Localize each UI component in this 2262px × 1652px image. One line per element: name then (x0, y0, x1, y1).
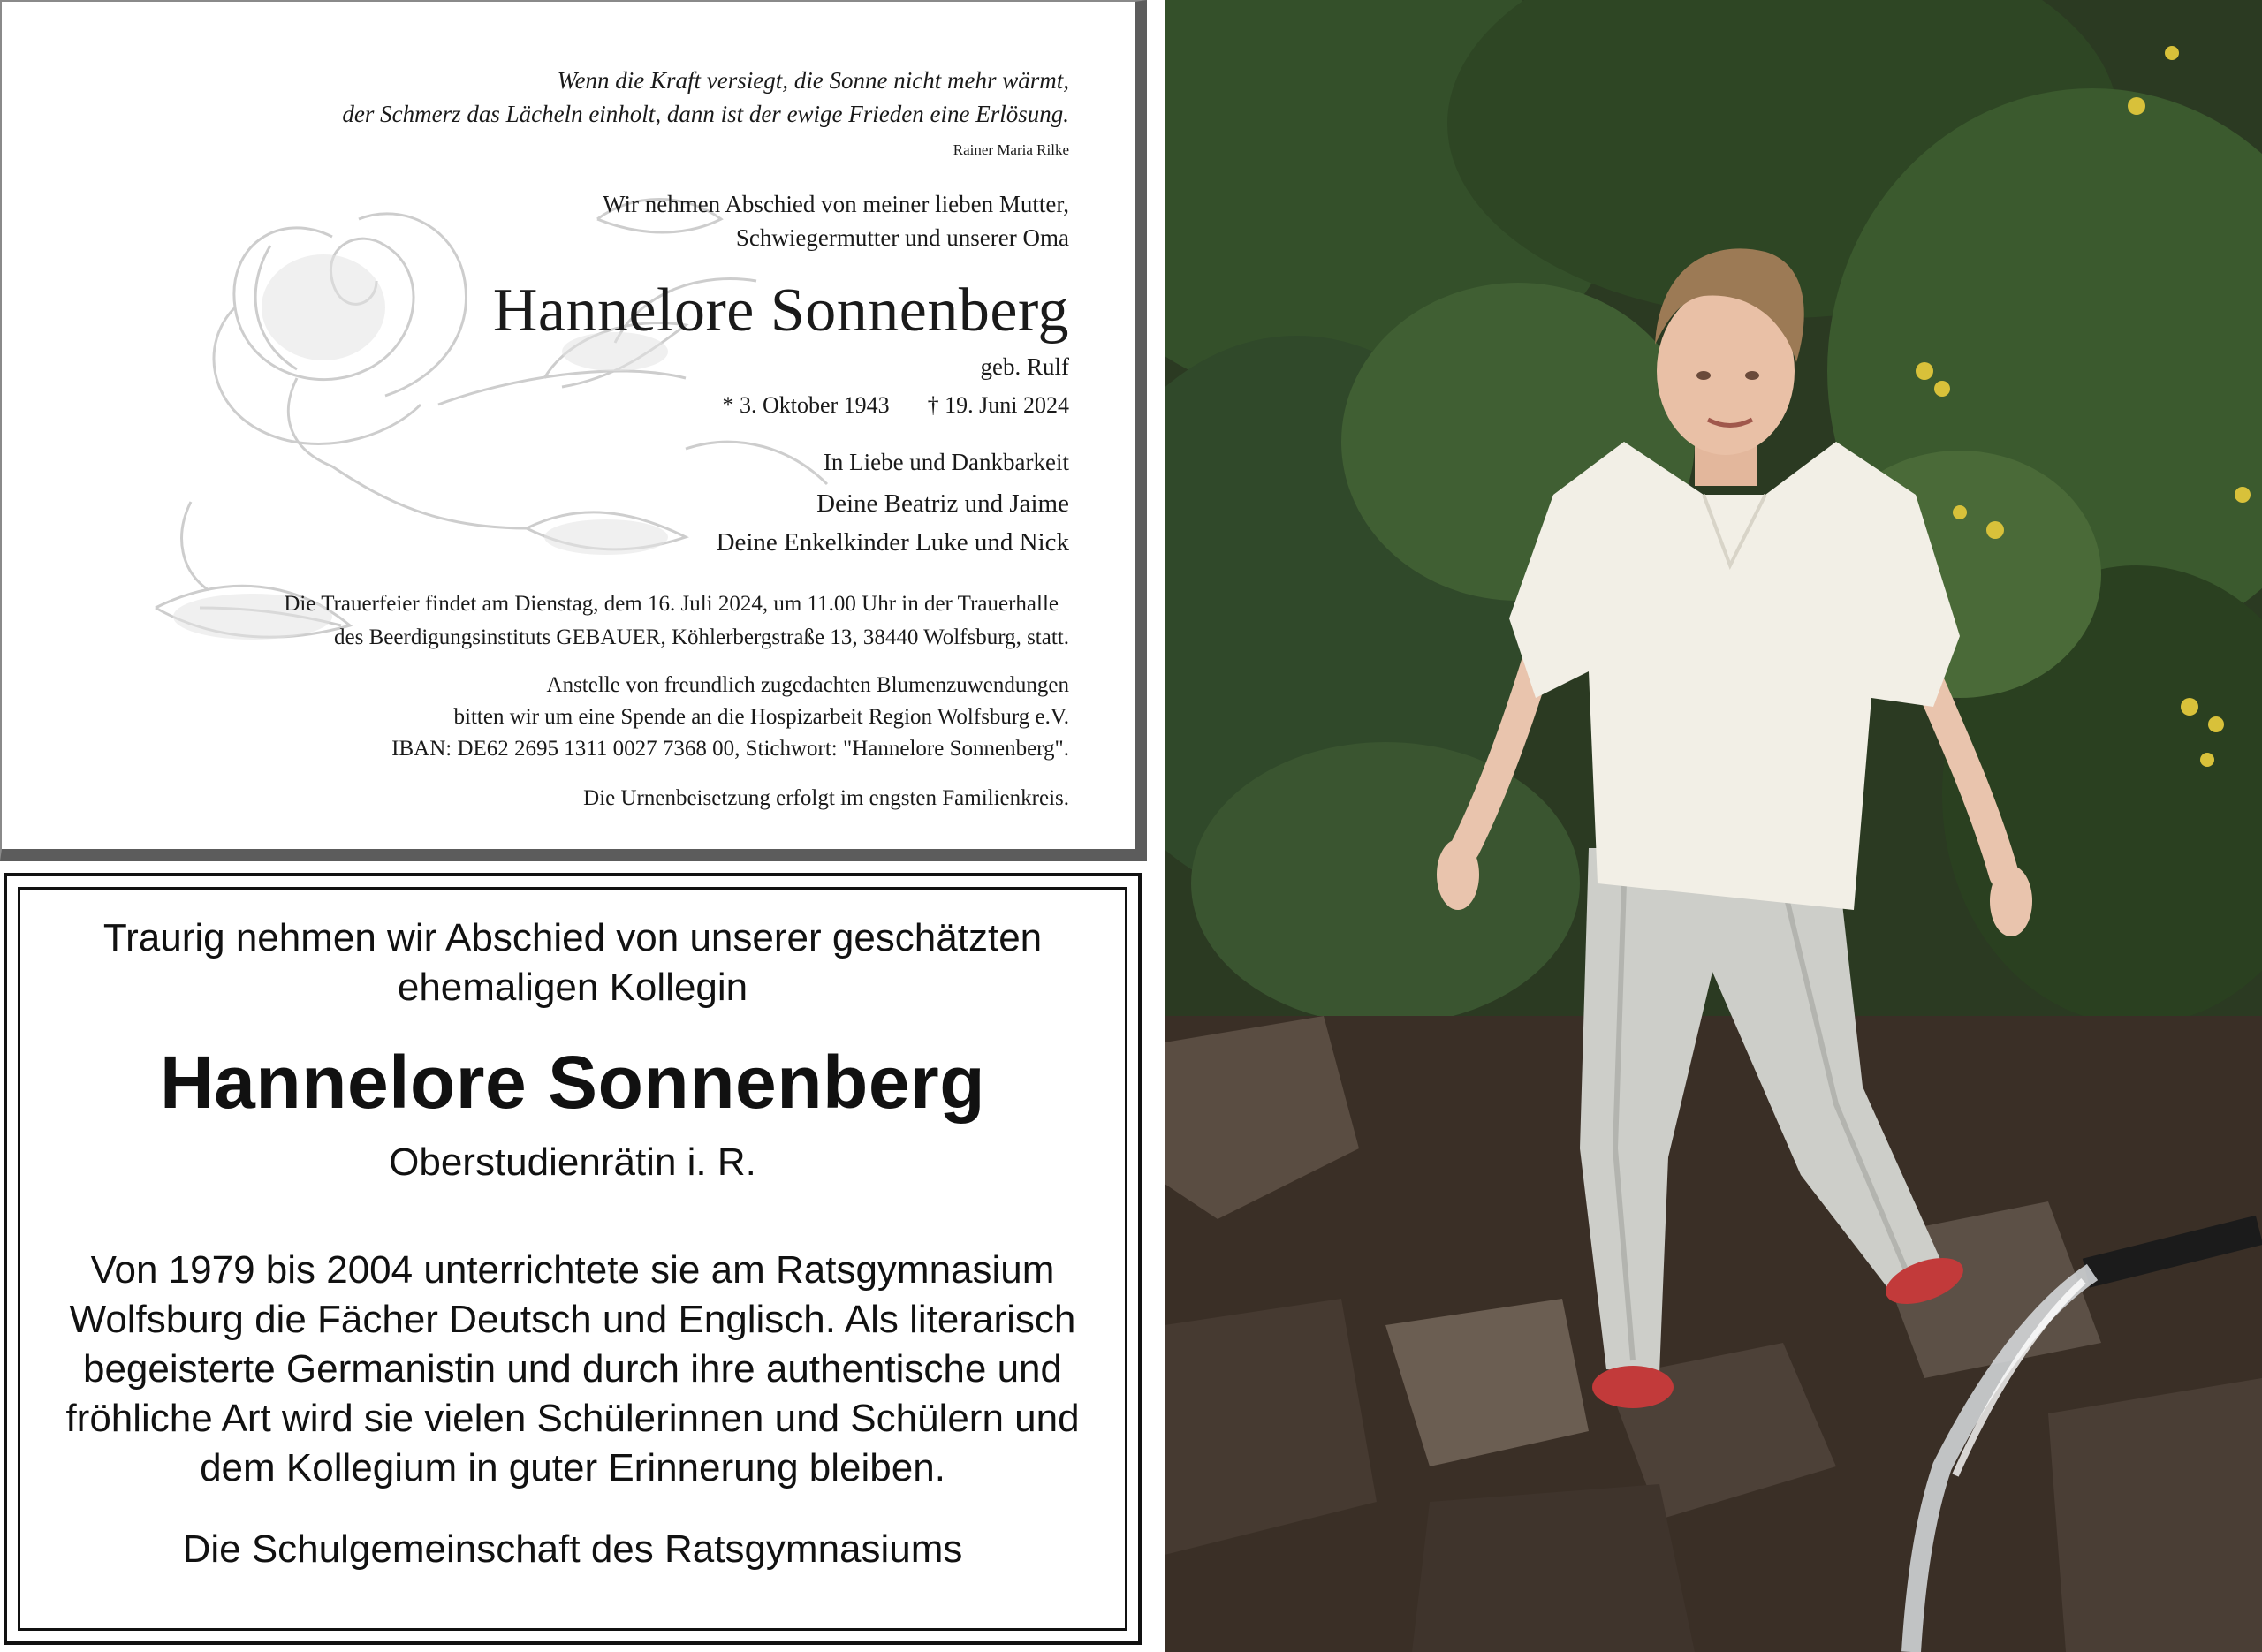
portrait-photo (1165, 0, 2262, 1652)
school-body-line-3: begeisterte Germanistin und durch ihre authentische und (82, 1347, 1062, 1391)
school-intro-line-2: ehemaligen Kollegin (397, 966, 748, 1009)
notice-inner-frame (18, 887, 1127, 1631)
school-obituary-notice (4, 873, 1142, 1645)
deceased-name: Hannelore Sonnenberg (492, 277, 1069, 345)
donation-line-3: IBAN: DE62 2695 1311 0027 7368 00, Stichwort: "Hannelore Sonnenberg". (391, 737, 1069, 761)
funeral-line-2: des Beerdigungsinstituts GEBAUER, Köhlerbergstraße 13, 38440 Wolfsburg, statt. (334, 625, 1069, 649)
school-signature: Die Schulgemeinschaft des Ratsgymnasiums (182, 1527, 963, 1571)
burial-line: Die Urnenbeisetzung erfolgt im engsten Familienkreis. (583, 786, 1069, 810)
school-intro-line-1: Traurig nehmen wir Abschied von unserer geschätzten (102, 916, 1043, 959)
quote-line-2: der Schmerz das Lächeln einholt, dann ist der ewige Frieden eine Erlösung. (342, 101, 1069, 127)
rocky-ground (1165, 1016, 2262, 1652)
school-deceased-name: Hannelore Sonnenberg (159, 1041, 986, 1124)
intro-line-2: Schwiegermutter und unserer Oma (735, 224, 1069, 251)
intro-line-1: Wir nehmen Abschied von meiner lieben Mutter, (603, 191, 1069, 217)
birth-date: * 3. Oktober 1943 (722, 392, 890, 418)
quote-author: Rainer Maria Rilke (953, 141, 1069, 158)
school-body-line-5: dem Kollegium in guter Erinnerung bleiben. (200, 1446, 945, 1489)
funeral-line-1: Die Trauerfeier findet am Dienstag, dem 16. Juli 2024, um 11.00 Uhr in der Trauerhalle (284, 592, 1059, 616)
school-body-line-1: Von 1979 bis 2004 unterrichtete sie am Ratsgymnasium (90, 1248, 1055, 1292)
maiden-name: geb. Rulf (980, 353, 1069, 380)
donation-line-1: Anstelle von freundlich zugedachten Blumenzuwendungen (546, 673, 1069, 697)
donation-line-2: bitten wir um eine Spende an die Hospizarbeit Region Wolfsburg e.V. (453, 705, 1069, 729)
school-body-line-4: fröhliche Art wird sie vielen Schülerinnen und Schülern und (65, 1397, 1080, 1440)
family-line-1: Deine Beatriz und Jaime (816, 489, 1069, 518)
life-dates (722, 392, 1069, 419)
closing-line: In Liebe und Dankbarkeit (823, 449, 1069, 475)
school-deceased-title: Oberstudienrätin i. R. (389, 1140, 756, 1184)
family-line-2: Deine Enkelkinder Luke und Nick (716, 528, 1069, 557)
death-date: † 19. Juni 2024 (927, 392, 1069, 418)
school-body-line-2: Wolfsburg die Fächer Deutsch und Englisch. Als literarisch (69, 1298, 1076, 1341)
family-obituary-notice (0, 0, 1147, 861)
quote-line-1: Wenn die Kraft versiegt, die Sonne nicht mehr wärmt, (557, 67, 1069, 94)
